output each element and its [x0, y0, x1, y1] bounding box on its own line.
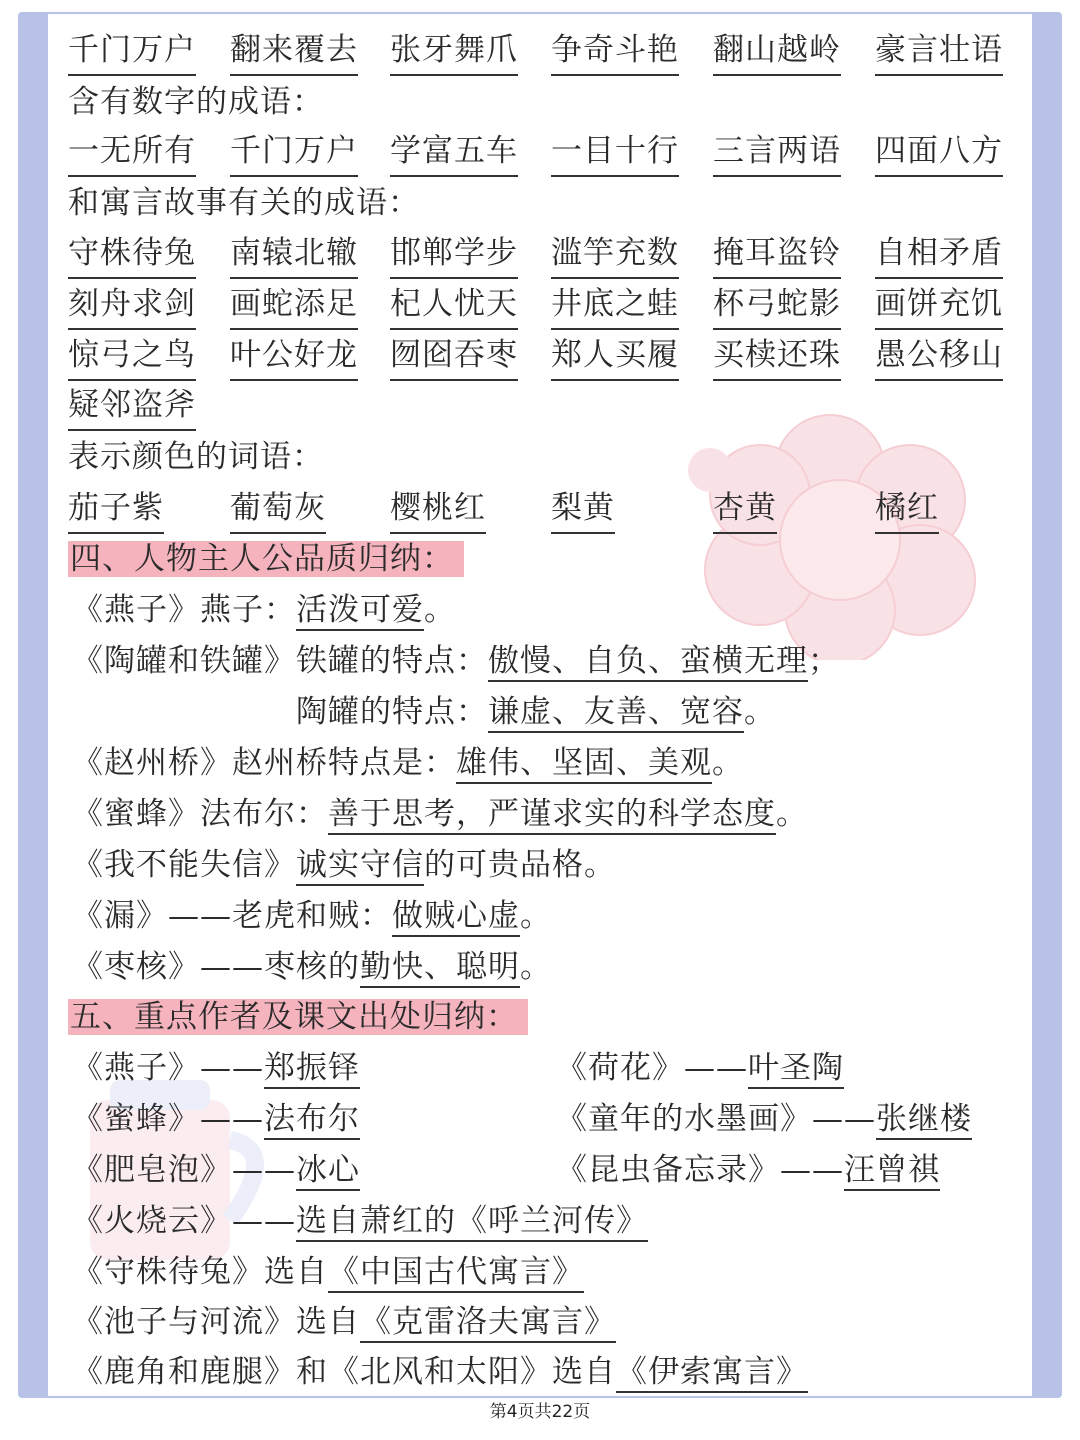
idiom: 郑人买履 [551, 331, 679, 381]
answer-underline: 汪曾祺 [844, 1152, 940, 1191]
idiom: 惊弓之鸟 [68, 331, 196, 381]
idiom: 豪言壮语 [875, 26, 1003, 76]
idiom: 千门万户 [230, 127, 358, 177]
answer-underline: 《克雷洛夫寓言》 [360, 1304, 616, 1343]
author-line: 《昆虫备忘录》——汪曾祺 [556, 1145, 940, 1195]
color-word: 梨黄 [551, 484, 615, 534]
fable-idiom-row [68, 331, 1008, 381]
answer-underline: 勤快、聪明 [360, 949, 520, 988]
answer-underline: 善于思考，严谨求实的科学态度 [328, 796, 776, 835]
idiom: 囫囵吞枣 [390, 331, 518, 381]
fable-idiom-row [68, 280, 1008, 330]
source-line: 《鹿角和鹿腿》和《北风和太阳》选自《伊索寓言》 [72, 1347, 808, 1397]
answer-underline: 叶圣陶 [748, 1050, 844, 1089]
idiom: 疑邻盗斧 [68, 381, 196, 431]
idiom: 画饼充饥 [875, 280, 1003, 330]
idiom: 买椟还珠 [713, 331, 841, 381]
answer-underline: 张继楼 [876, 1101, 972, 1140]
author-line: 《燕子》——郑振铎 [72, 1043, 360, 1093]
idiom: 张牙舞爪 [390, 26, 518, 76]
number-idiom-row [68, 127, 1008, 177]
section-4-title [68, 534, 464, 584]
idiom: 千门万户 [68, 26, 196, 76]
idiom: 杞人忧天 [390, 280, 518, 330]
color-word: 樱桃红 [390, 484, 486, 534]
number-idioms-heading: 含有数字的成语： [68, 84, 324, 120]
author-line: 《童年的水墨画》——张继楼 [556, 1094, 972, 1144]
idiom-row-top [68, 26, 1008, 76]
section-title-highlight: 四、人物主人公品质归纳： [68, 541, 464, 577]
source-line: 《守株待兔》选自《中国古代寓言》 [72, 1247, 584, 1297]
fable-idiom-row [68, 381, 1008, 431]
page-number: 第4页共22页 [489, 1402, 591, 1422]
color-word: 葡萄灰 [230, 484, 326, 534]
author-line: 《荷花》——叶圣陶 [556, 1043, 844, 1093]
idiom: 学富五车 [390, 127, 518, 177]
author-line: 《肥皂泡》——冰心 [72, 1145, 360, 1195]
idiom: 一目十行 [551, 127, 679, 177]
source-line: 《火烧云》——选自萧红的《呼兰河传》 [72, 1196, 648, 1246]
answer-underline: 《伊索寓言》 [616, 1354, 808, 1393]
idiom: 争奇斗艳 [551, 26, 679, 76]
answer-underline: 谦虚、友善、宽容 [488, 694, 744, 733]
answer-underline: 冰心 [296, 1152, 360, 1191]
idiom: 翻山越岭 [713, 26, 841, 76]
answer-underline: 法布尔 [264, 1101, 360, 1140]
fable-idioms-heading: 和寓言故事有关的成语： [68, 185, 420, 221]
idiom: 愚公移山 [875, 331, 1003, 381]
idiom: 掩耳盗铃 [713, 229, 841, 279]
answer-underline: 《中国古代寓言》 [328, 1254, 584, 1293]
answer-underline: 选自萧红的《呼兰河传》 [296, 1203, 648, 1242]
color-word: 茄子紫 [68, 484, 164, 534]
idiom: 一无所有 [68, 127, 196, 177]
idiom: 杯弓蛇影 [713, 280, 841, 330]
section-5-title [68, 992, 528, 1042]
answer-underline: 郑振铎 [264, 1050, 360, 1089]
idiom: 三言两语 [713, 127, 841, 177]
trait-line: 陶罐的特点：谦虚、友善、宽容。 [296, 687, 776, 737]
answer-underline: 诚实守信 [296, 847, 424, 886]
answer-underline: 做贼心虚 [392, 898, 520, 937]
trait-line: 《陶罐和铁罐》铁罐的特点：傲慢、自负、蛮横无理； [72, 636, 840, 686]
color-words-heading: 表示颜色的词语： [68, 439, 324, 475]
color-word-row [68, 484, 1008, 534]
idiom: 井底之蛙 [551, 280, 679, 330]
fable-idiom-row [68, 229, 1008, 279]
answer-underline: 傲慢、自负、蛮横无理 [488, 643, 808, 682]
trait-line: 《我不能失信》诚实守信的可贵品格。 [72, 840, 616, 890]
idiom: 自相矛盾 [875, 229, 1003, 279]
section-title-highlight: 五、重点作者及课文出处归纳： [68, 999, 528, 1035]
trait-line: 《漏》——老虎和贼：做贼心虚。 [72, 891, 552, 941]
idiom: 叶公好龙 [230, 331, 358, 381]
color-word: 橘红 [875, 484, 939, 534]
idiom: 画蛇添足 [230, 280, 358, 330]
idiom: 守株待兔 [68, 229, 196, 279]
source-line: 《池子与河流》选自《克雷洛夫寓言》 [72, 1297, 616, 1347]
trait-line: 《赵州桥》赵州桥特点是：雄伟、坚固、美观。 [72, 738, 744, 788]
idiom: 翻来覆去 [230, 26, 358, 76]
trait-line: 《蜜蜂》法布尔：善于思考，严谨求实的科学态度。 [72, 789, 808, 839]
idiom: 滥竽充数 [551, 229, 679, 279]
trait-line: 《燕子》燕子：活泼可爱。 [72, 585, 456, 635]
trait-line: 《枣核》——枣核的勤快、聪明。 [72, 942, 552, 992]
answer-underline: 雄伟、坚固、美观 [456, 745, 712, 784]
idiom: 南辕北辙 [230, 229, 358, 279]
color-word: 杏黄 [713, 484, 777, 534]
author-line: 《蜜蜂》——法布尔 [72, 1094, 360, 1144]
answer-underline: 活泼可爱 [296, 592, 424, 631]
idiom: 邯郸学步 [390, 229, 518, 279]
idiom: 刻舟求剑 [68, 280, 196, 330]
idiom: 四面八方 [875, 127, 1003, 177]
